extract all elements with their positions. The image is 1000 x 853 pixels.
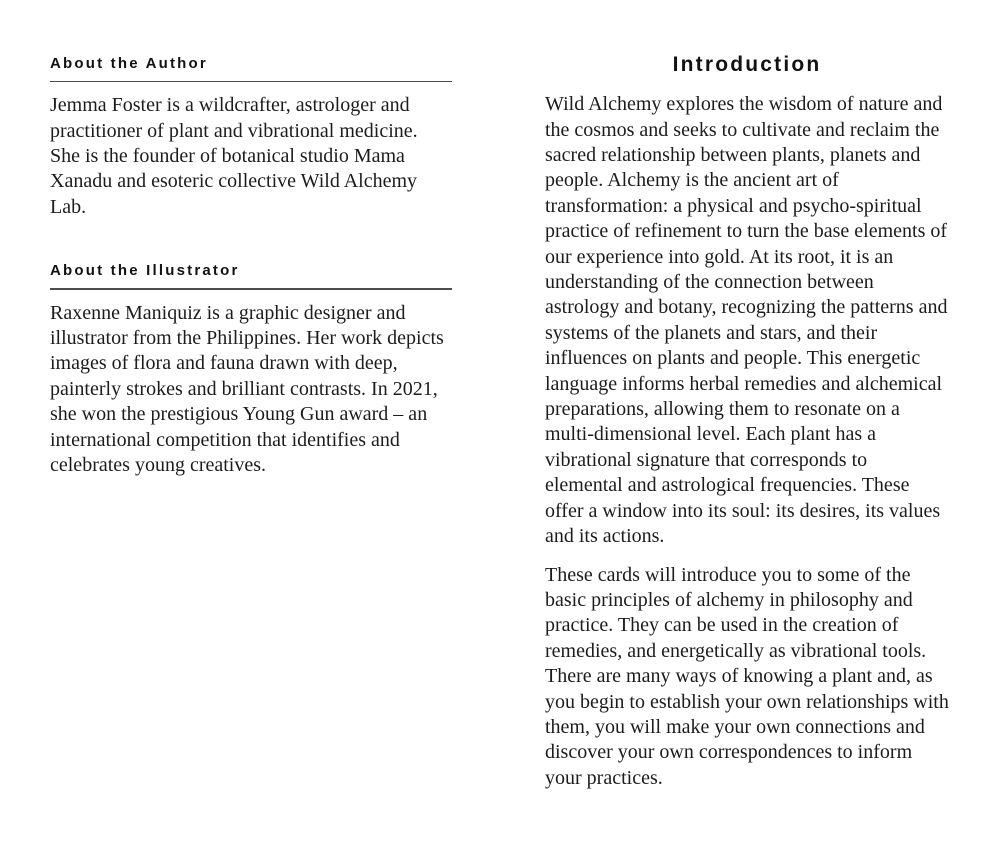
heading-rule bbox=[50, 288, 452, 290]
about-author-section bbox=[50, 55, 452, 220]
page-title: Introduction bbox=[672, 53, 822, 76]
right-page bbox=[500, 0, 1000, 853]
about-illustrator-section bbox=[50, 262, 452, 478]
about-illustrator-heading: About the Illustrator bbox=[50, 262, 240, 280]
intro-paragraph-2: These cards will introduce you to some of the basic principles of alchemy in philosophy and practice. They can be used in the creation of remedies, and energetically as vibrational tools. There are many ways of knowing a plant and, as you begin to establish your own relationships with them, you will make your own connections and discover your own correspondences to inform your practices. bbox=[545, 563, 949, 789]
about-author-body: Jemma Foster is a wildcrafter, astrologer and practitioner of plant and vibrational medicine. She is the founder of botanical studio Mama Xanadu and esoteric collective Wild Alchemy Lab. bbox=[50, 94, 418, 218]
about-illustrator-body: Raxenne Maniquiz is a graphic designer and illustrator from the Philippines. Her work depicts images of flora and fauna drawn with deep, painterly strokes and brilliant contrasts. In 2021, she won the prestigious Young Gun award – an international competition that identifies and celebrates young creatives. bbox=[50, 301, 444, 476]
heading-rule bbox=[50, 81, 452, 83]
about-author-heading: About the Author bbox=[50, 55, 208, 72]
intro-paragraph-1: Wild Alchemy explores the wisdom of nature and the cosmos and seeks to cultivate and reclaim the sacred relationship between plants, planets and people. Alchemy is the ancient art of transformation: a physical and psycho-spiritual practice of refinement to turn the base elements of our experience into gold. At its root, it is an understanding of the connection between astrology and botany, recognizing the patterns and systems of the planets and stars, and their influences on plants and people. This energetic language informs herbal remedies and alchemical preparations, allowing them to resonate on a multi-dimensional level. Each plant has a vibrational signature that corresponds to elemental and astrological frequencies. These offer a window into its soul: its desires, its values and its actions. bbox=[545, 93, 948, 548]
